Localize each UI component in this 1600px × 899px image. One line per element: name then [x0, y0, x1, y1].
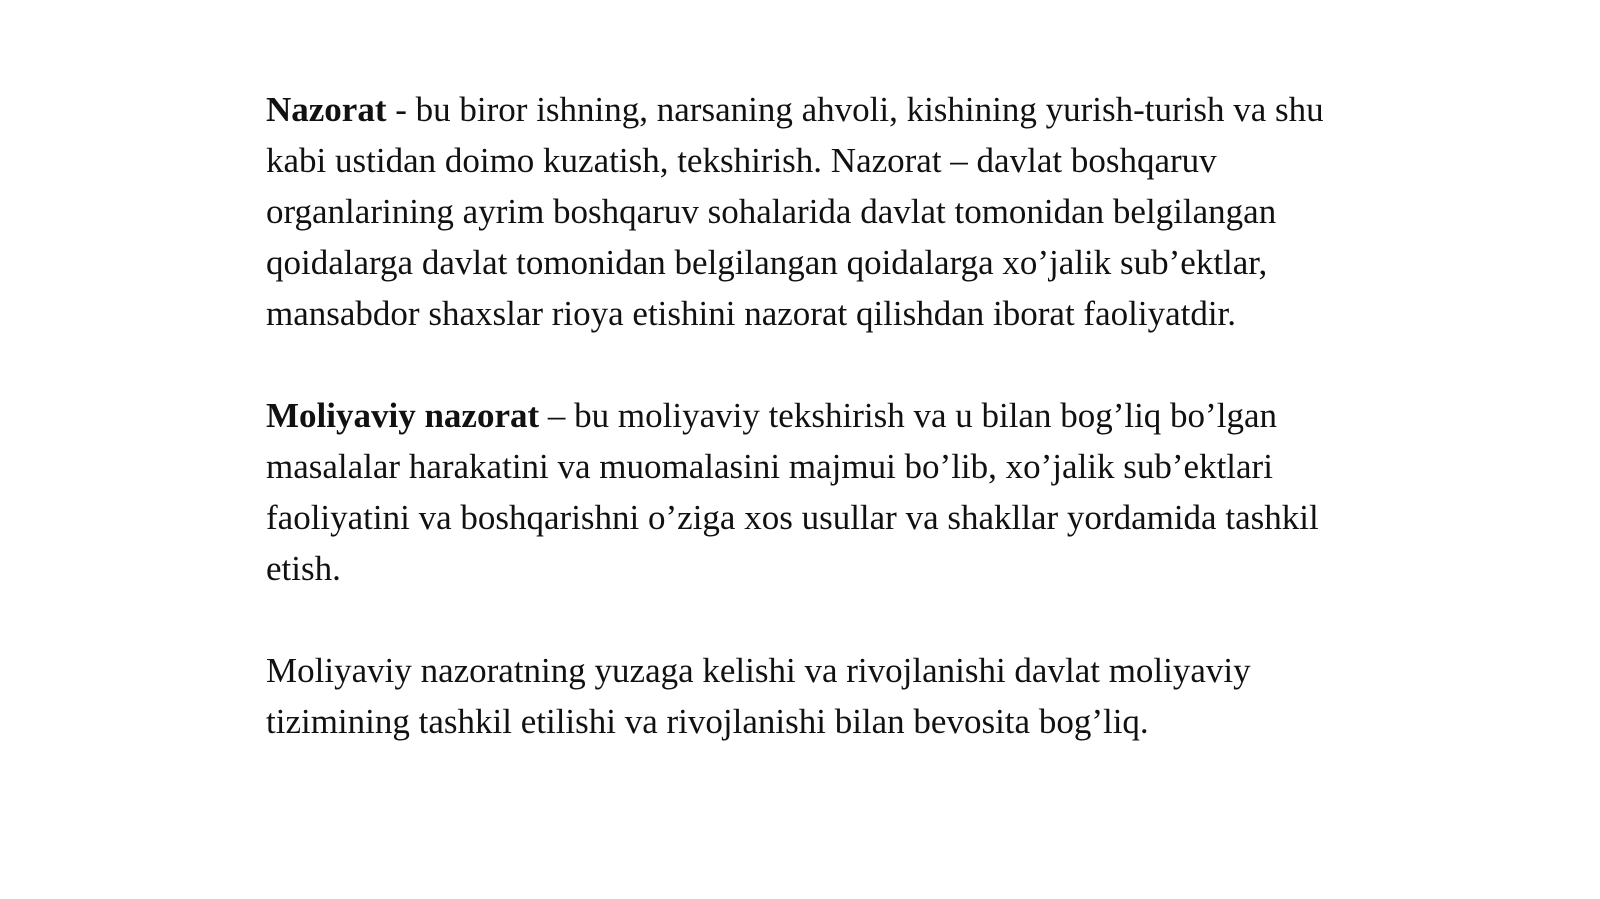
term-moliyaviy-nazorat: Moliyaviy nazorat — [266, 396, 540, 435]
paragraph-moliyaviy-nazorat — [266, 390, 1346, 594]
paragraph-development — [266, 645, 1346, 747]
term-nazorat: Nazorat — [266, 90, 387, 129]
definition-moliyaviy-nazorat: – bu moliyaviy tekshirish va u bilan bog’liq bo’lgan masalalar harakatini va muomalasini majmui bo’lib, xo’jalik sub’ektlari faoliyatini va boshqarishni o’ziga xos usullar va shakllar yordamida tashkil etish. — [266, 396, 1319, 588]
paragraph-nazorat — [266, 84, 1346, 339]
document-body — [266, 84, 1346, 798]
definition-nazorat: - bu biror ishning, narsaning ahvoli, kishining yurish-turish va shu kabi ustidan doimo kuzatish, tekshirish. Nazorat – davlat boshqaruv organlarining ayrim boshqaruv sohalarida davlat tomonidan belgilangan qoidalarga davlat tomonidan belgilangan qoidalarga xo’jalik sub’ektlar, mansabdor shaxslar rioya etishini nazorat qilishdan iborat faoliyatdir. — [266, 90, 1324, 333]
development-text: Moliyaviy nazoratning yuzaga kelishi va rivojlanishi davlat moliyaviy tizimining tashkil etilishi va rivojlanishi bilan bevosita bog’liq. — [266, 651, 1251, 741]
